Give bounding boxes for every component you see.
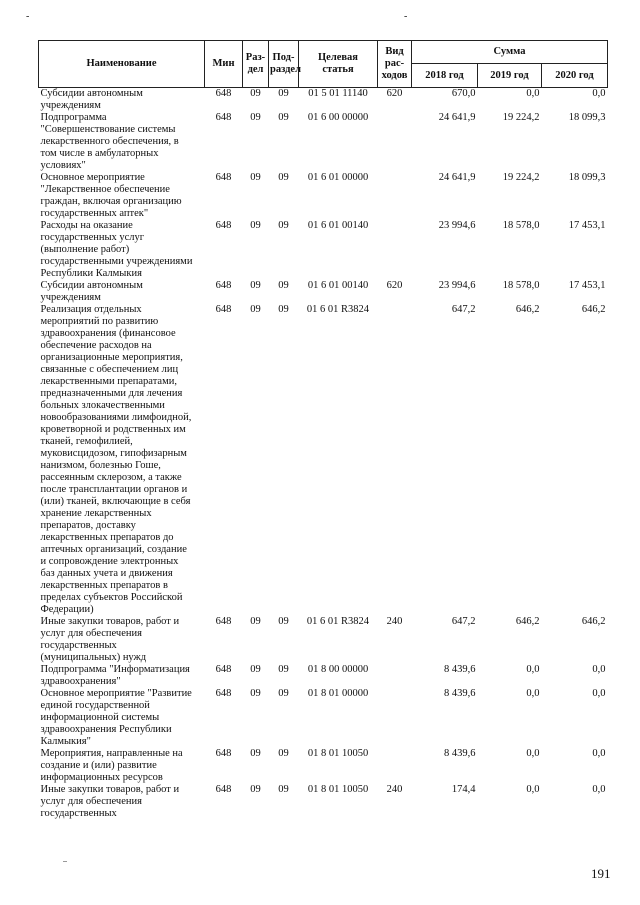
cell-podrazdel: 09	[278, 784, 289, 795]
cell-sum-2020: 0,0	[592, 88, 606, 99]
cell-podrazdel: 09	[278, 688, 289, 699]
cell-razdel: 09	[250, 88, 261, 99]
cell-sum-2020: 0,0	[592, 664, 606, 675]
cell-razdel: 09	[250, 220, 261, 231]
cell-expense-type: 240	[386, 616, 403, 627]
cell-sum-2018: 23 994,6	[438, 220, 476, 231]
cell-min: 648	[215, 112, 232, 123]
cell-min: 648	[215, 784, 232, 795]
cell-name: Иные закупки товаров, работ и услуг для обеспечения государственных	[40, 784, 180, 819]
cell-podrazdel: 09	[278, 220, 289, 231]
table-row	[39, 88, 608, 113]
cell-sum-2020: 17 453,1	[568, 220, 606, 231]
cell-podrazdel: 09	[278, 172, 289, 183]
table-row	[39, 784, 608, 820]
cell-min: 648	[215, 280, 232, 291]
cell-sum-2019: 646,2	[515, 304, 540, 315]
cell-razdel: 09	[250, 748, 261, 759]
header-2019: 2019 год	[478, 64, 542, 88]
cell-razdel: 09	[250, 112, 261, 123]
cell-podrazdel: 09	[278, 748, 289, 759]
header-summa: Сумма	[412, 41, 608, 64]
cell-razdel: 09	[250, 304, 261, 315]
top-right-mark: -	[404, 11, 408, 22]
cell-sum-2020: 18 099,3	[568, 112, 606, 123]
header-name: Наименование	[39, 41, 205, 88]
footer-dash	[63, 861, 67, 862]
cell-target-article: 01 6 01 R3824	[306, 304, 370, 315]
cell-sum-2018: 670,0	[451, 88, 476, 99]
cell-sum-2019: 19 224,2	[502, 172, 540, 183]
table-row	[39, 280, 608, 304]
cell-sum-2019: 19 224,2	[502, 112, 540, 123]
cell-sum-2018: 647,2	[451, 304, 476, 315]
cell-expense-type	[378, 748, 412, 784]
cell-sum-2019: 18 578,0	[502, 220, 540, 231]
top-left-mark: -	[26, 11, 30, 22]
cell-sum-2019: 646,2	[515, 616, 540, 627]
cell-sum-2020: 646,2	[581, 304, 606, 315]
cell-sum-2018: 23 994,6	[438, 280, 476, 291]
cell-razdel: 09	[250, 172, 261, 183]
cell-sum-2018: 174,4	[451, 784, 476, 795]
cell-target-article: 01 6 01 R3824	[306, 616, 370, 627]
cell-name: Иные закупки товаров, работ и услуг для обеспечения государственных (муниципальных) нужд	[40, 616, 180, 663]
cell-sum-2019: 0,0	[526, 748, 540, 759]
cell-expense-type: 240	[386, 784, 403, 795]
cell-sum-2019: 18 578,0	[502, 280, 540, 291]
table-row	[39, 304, 608, 616]
cell-expense-type	[378, 304, 412, 616]
budget-table	[38, 40, 608, 820]
cell-sum-2018: 8 439,6	[444, 688, 476, 699]
cell-sum-2019: 0,0	[526, 88, 540, 99]
cell-sum-2020: 0,0	[592, 784, 606, 795]
cell-name: Реализация отдельных мероприятий по развитию здравоохранения (финансовое обеспечение расходов на организационные мероприятия, связанные с обеспечением лиц лекарственными препаратами, предназначенными для лечения больных злокачественными новообразованиями лимфоидной, кроветворной и родственных им тканей, гемофилией, муковисцидозом, гипофизарным нанизмом, болезнью Гоше, рассеянным склерозом, а также после трансплантации органов и (или) тканей, включающие в себя хранение лекарственных препаратов, доставку лекарственных препаратов до аптечных организаций, создание и сопровождение электронных баз данных учета и движения лекарственных препаратов в пределах субъектов Российской Федерации)	[40, 304, 192, 615]
cell-name: Субсидии автономным учреждениям	[40, 280, 143, 303]
cell-min: 648	[215, 172, 232, 183]
cell-sum-2019: 0,0	[526, 664, 540, 675]
cell-razdel: 09	[250, 664, 261, 675]
cell-expense-type: 620	[386, 88, 403, 99]
header-2020: 2020 год	[542, 64, 608, 88]
cell-min: 648	[215, 616, 232, 627]
cell-name: Субсидии автономным учреждениям	[40, 88, 143, 111]
cell-name: Основное мероприятие "Развитие единой государственной информационной системы здравоохранения Республики Калмыкия"	[40, 688, 192, 747]
cell-sum-2018: 8 439,6	[444, 748, 476, 759]
cell-expense-type	[378, 664, 412, 688]
cell-target-article: 01 5 01 11140	[308, 88, 368, 99]
table-row	[39, 688, 608, 748]
table-row	[39, 220, 608, 280]
table-row	[39, 664, 608, 688]
header-target-article: Целевая статья	[299, 41, 378, 88]
cell-sum-2020: 18 099,3	[568, 172, 606, 183]
cell-razdel: 09	[250, 280, 261, 291]
cell-sum-2020: 646,2	[581, 616, 606, 627]
cell-sum-2018: 24 641,9	[438, 172, 476, 183]
table-row	[39, 616, 608, 664]
cell-target-article: 01 6 01 00000	[307, 172, 369, 183]
cell-podrazdel: 09	[278, 304, 289, 315]
cell-sum-2019: 0,0	[526, 784, 540, 795]
cell-name: Подпрограмма "Совершенствование системы лекарственного обеспечения, в том числе в амбулаторных условиях"	[40, 112, 179, 171]
cell-expense-type: 620	[386, 280, 403, 291]
cell-sum-2018: 647,2	[451, 616, 476, 627]
cell-target-article: 01 8 01 00000	[307, 688, 369, 699]
cell-min: 648	[215, 88, 232, 99]
cell-min: 648	[215, 220, 232, 231]
table-row	[39, 172, 608, 220]
cell-expense-type	[378, 220, 412, 280]
cell-name: Расходы на оказание государственных услуг (выполнение работ) государственными учреждениями Республики Калмыкия	[40, 220, 193, 279]
table-header	[39, 41, 608, 88]
cell-target-article: 01 8 01 10050	[307, 748, 369, 759]
cell-min: 648	[215, 664, 232, 675]
cell-min: 648	[215, 304, 232, 315]
cell-target-article: 01 6 01 00140	[307, 280, 369, 291]
cell-expense-type	[378, 172, 412, 220]
cell-sum-2018: 8 439,6	[444, 664, 476, 675]
cell-podrazdel: 09	[278, 664, 289, 675]
table-row	[39, 748, 608, 784]
header-podrazdel: Под- раздел	[269, 41, 299, 88]
header-min: Мин	[205, 41, 243, 88]
cell-target-article: 01 8 00 00000	[307, 664, 369, 675]
cell-sum-2020: 0,0	[592, 688, 606, 699]
cell-sum-2020: 17 453,1	[568, 280, 606, 291]
header-expense-type: Вид рас- ходов	[378, 41, 412, 88]
header-2018: 2018 год	[412, 64, 478, 88]
cell-podrazdel: 09	[278, 280, 289, 291]
cell-target-article: 01 6 00 00000	[307, 112, 369, 123]
header-razdel: Раз- дел	[243, 41, 269, 88]
cell-min: 648	[215, 748, 232, 759]
cell-expense-type	[378, 688, 412, 748]
cell-expense-type	[378, 112, 412, 172]
cell-name: Основное мероприятие "Лекарственное обеспечение граждан, включая организацию государственных аптек"	[40, 172, 182, 219]
cell-name: Подпрограмма "Информатизация здравоохранения"	[40, 664, 190, 687]
cell-razdel: 09	[250, 784, 261, 795]
cell-name: Мероприятия, направленные на создание и (или) развитие информационных ресурсов	[40, 748, 183, 783]
cell-target-article: 01 6 01 00140	[307, 220, 369, 231]
page-number: 191	[591, 866, 611, 881]
table-body	[39, 88, 608, 821]
cell-sum-2018: 24 641,9	[438, 112, 476, 123]
cell-razdel: 09	[250, 616, 261, 627]
cell-razdel: 09	[250, 688, 261, 699]
cell-podrazdel: 09	[278, 616, 289, 627]
cell-min: 648	[215, 688, 232, 699]
cell-podrazdel: 09	[278, 88, 289, 99]
cell-target-article: 01 8 01 10050	[307, 784, 369, 795]
cell-podrazdel: 09	[278, 112, 289, 123]
cell-sum-2020: 0,0	[592, 748, 606, 759]
table-row	[39, 112, 608, 172]
cell-sum-2019: 0,0	[526, 688, 540, 699]
